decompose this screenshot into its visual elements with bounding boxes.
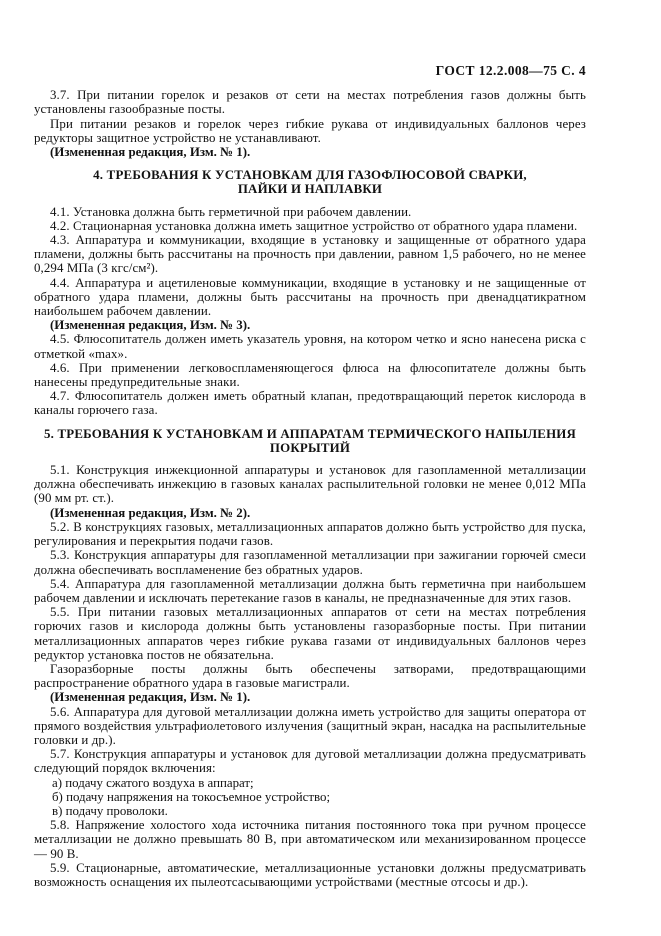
- list-item-b: б) подачу напряжения на токосъемное устройство;: [52, 789, 331, 804]
- paragraph-5-9: 5.9. Стационарные, автоматические, металлизационные установки должны предусматривать возможность оснащения их пылеотсасывающими устройствами (местные отсосы и др.).: [34, 860, 586, 889]
- amendment-note-izm-2: (Измененная редакция, Изм. № 2).: [50, 505, 251, 520]
- paragraph-4-5: 4.5. Флюсопитатель должен иметь указатель уровня, на котором четко и ясно нанесена риска с отметкой «max».: [34, 332, 586, 361]
- paragraph-4-1: 4.1. Установка должна быть герметичной при рабочем давлении.: [50, 204, 412, 219]
- paragraph-5-6: 5.6. Аппаратура для дуговой металлизации должна иметь устройство для защиты оператора от прямого воздействия ультрафиолетового излучения (защитный экран, насадка на распылительные головки и др.).: [34, 704, 586, 747]
- paragraph-5-8: 5.8. Напряжение холостого хода источника питания постоянного тока при ручном процессе металлизации не должно превышать 80 В, при автоматическом или механизированном процессе — 90 В.: [34, 818, 586, 861]
- section-4-heading-line-1: 4. ТРЕБОВАНИЯ К УСТАНОВКАМ ДЛЯ ГАЗОФЛЮСОВОЙ СВАРКИ,: [93, 168, 527, 183]
- paragraph-4-3: 4.3. Аппаратура и коммуникации, входящие в установку и защищенные от обратного удара пламени, должны быть рассчитаны на прочность при давлении, равном 1,5 рабочего, но не менее 0,294 МПа (3 кгс/см²).: [34, 233, 586, 276]
- section-5-heading-line-2: ПОКРЫТИЙ: [269, 440, 351, 455]
- amendment-note-izm-1: (Измененная редакция, Изм. № 1).: [50, 145, 251, 160]
- section-4-heading-line-2: ПАЙКИ И НАПЛАВКИ: [237, 182, 383, 197]
- list-item-v: в) подачу проволоки.: [52, 803, 168, 818]
- paragraph-4-6: 4.6. При применении легковоспламеняющегося флюса на флюсопитателе должны быть нанесены предупредительные знаки.: [34, 360, 586, 390]
- paragraph-4-7: 4.7. Флюсопитатель должен иметь обратный клапан, предотвращающий переток кислорода в каналы горючего газа.: [34, 389, 586, 418]
- running-header: ГОСТ 12.2.008—75 С. 4: [435, 63, 586, 78]
- paragraph-5-3: 5.3. Конструкция аппаратуры для газопламенной металлизации при зажигании горючей смеси должна обеспечивать воспламенение без обратных ударов.: [34, 548, 586, 577]
- paragraph-5-7: 5.7. Конструкция аппаратуры и установок для дуговой металлизации должна предусматривать следующий порядок включения:: [34, 747, 586, 776]
- paragraph-5-4: 5.4. Аппаратура для газопламенной металлизации должна быть герметична при наибольшем рабочем давлении и исключать перетекание газов в каналы, не предназначенные для этих газов.: [34, 576, 586, 605]
- paragraph-5-1: 5.1. Конструкция инжекционной аппаратуры и установок для газопламенной металлизации должна обеспечивать инжекцию в газовых каналах распылительной головки не менее 0,012 МПа (90 мм рт. ст.).: [34, 463, 586, 506]
- paragraph-4-2: 4.2. Стационарная установка должна иметь защитное устройство от обратного удара пламени.: [50, 218, 578, 233]
- paragraph-3-7: 3.7. При питании горелок и резаков от сети на местах потребления газов должны быть установлены газообразные посты.: [34, 88, 586, 117]
- section-4-heading: [34, 168, 586, 196]
- paragraph-5-5: 5.5. При питании газовых металлизационных аппаратов от сети на местах потребления горючих газов и кислорода должны быть установлены газоразборные посты. При питании металлизационных аппаратов через гибкие рукава газами от индивидуальных баллонов через редуктор установка постов не обязательна.: [34, 605, 586, 662]
- amendment-note-izm-1-section-5: (Измененная редакция, Изм. № 1).: [50, 690, 251, 705]
- paragraph-5-5-continued: Газоразборные посты должны быть обеспечены затворами, предотвращающими распространение обратного удара в газовые магистрали.: [34, 661, 586, 691]
- paragraph-4-4: 4.4. Аппаратура и ацетиленовые коммуникации, входящие в установку и не защищенные от обратного удара пламени, должны быть рассчитаны на прочность при двенадцатикратном наибольшем рабочем давлении.: [34, 275, 586, 319]
- amendment-note-izm-3: (Измененная редакция, Изм. № 3).: [50, 318, 251, 333]
- list-item-a: а) подачу сжатого воздуха в аппарат;: [52, 775, 254, 790]
- section-5-heading-line-1: 5. ТРЕБОВАНИЯ К УСТАНОВКАМ И АППАРАТАМ ТЕРМИЧЕСКОГО НАПЫЛЕНИЯ: [43, 426, 577, 441]
- paragraph-3-7-continued: При питании резаков и горелок через гибкие рукава от индивидуальных баллонов через редукторы защитное устройство не устанавливают.: [34, 116, 586, 145]
- paragraph-5-2: 5.2. В конструкциях газовых, металлизационных аппаратов должно быть устройство для пуска, регулирования и перекрытия подачи газов.: [34, 519, 586, 549]
- section-5-heading: [34, 427, 586, 455]
